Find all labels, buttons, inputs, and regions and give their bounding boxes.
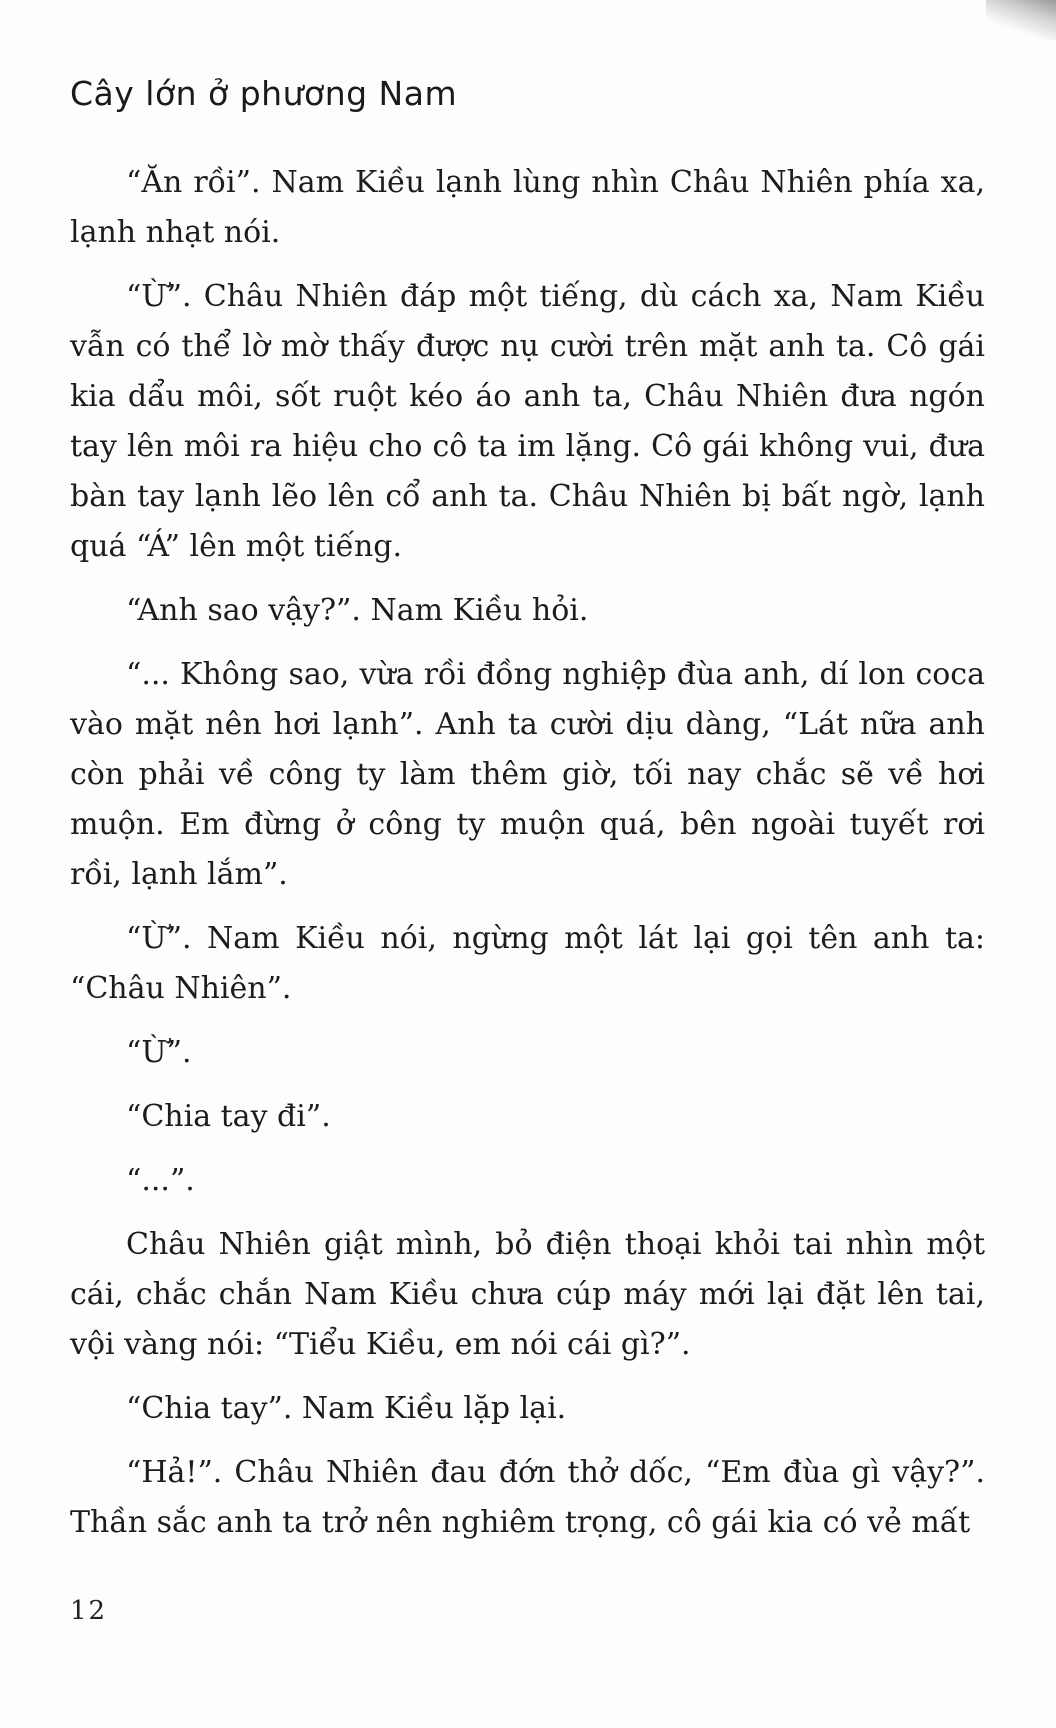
body-text [70,158,985,1562]
paragraph: “Hả!”. Châu Nhiên đau đớn thở dốc, “Em đùa gì vậy?”. Thần sắc anh ta trở nên nghiêm trọng, cô gái kia có vẻ mất [70,1455,985,1540]
paragraph: “Anh sao vậy?”. Nam Kiều hỏi. [126,593,589,628]
paragraph: “Ừ”. Châu Nhiên đáp một tiếng, dù cách xa, Nam Kiều vẫn có thể lờ mờ thấy được nụ cười trên mặt anh ta. Cô gái kia dẩu môi, sốt ruột kéo áo anh ta, Châu Nhiên đưa ngón tay lên môi ra hiệu cho cô ta im lặng. Cô gái không vui, đưa bàn tay lạnh lẽo lên cổ anh ta. Châu Nhiên bị bất ngờ, lạnh quá “Á” lên một tiếng. [70,279,985,564]
page-corner-shadow [986,0,1056,40]
paragraph: “Ừ”. Nam Kiều nói, ngừng một lát lại gọi tên anh ta: “Châu Nhiên”. [70,921,985,1006]
paragraph: “Ăn rồi”. Nam Kiều lạnh lùng nhìn Châu Nhiên phía xa, lạnh nhạt nói. [70,165,985,250]
paragraph: “... Không sao, vừa rồi đồng nghiệp đùa anh, dí lon coca vào mặt nên hơi lạnh”. Anh ta cười dịu dàng, “Lát nữa anh còn phải về công ty làm thêm giờ, tối nay chắc sẽ về hơi muộn. Em đừng ở công ty muộn quá, bên ngoài tuyết rơi rồi, lạnh lắm”. [70,657,985,892]
paragraph: “Chia tay”. Nam Kiều lặp lại. [126,1391,567,1426]
paragraph: “...”. [126,1163,195,1198]
paragraph: “Ừ”. [126,1035,192,1070]
paragraph: “Chia tay đi”. [126,1099,331,1134]
running-header: Cây lớn ở phương Nam [70,74,458,113]
paragraph: Châu Nhiên giật mình, bỏ điện thoại khỏi tai nhìn một cái, chắc chắn Nam Kiều chưa cúp máy mới lại đặt lên tai, vội vàng nói: “Tiểu Kiều, em nói cái gì?”. [70,1227,985,1362]
page-number: 12 [70,1596,108,1626]
